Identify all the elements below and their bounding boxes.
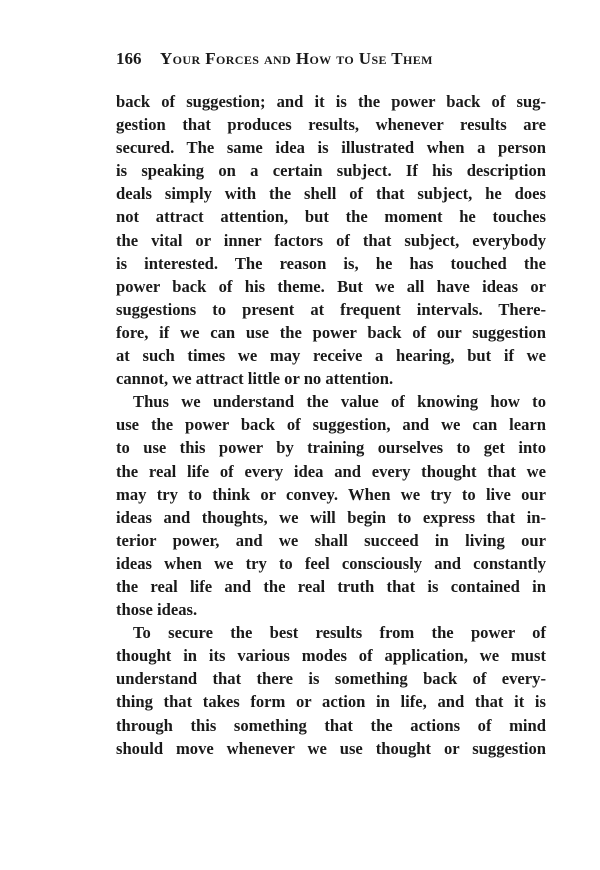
text-line: terior power, and we shall succeed in living our bbox=[116, 530, 546, 550]
text-line: the vital or inner factors of that subject, everybody bbox=[116, 230, 546, 250]
text-line: is speaking on a certain subject. If his description bbox=[116, 161, 546, 181]
page-body bbox=[116, 90, 546, 760]
paragraph bbox=[116, 390, 546, 621]
text-line: deals simply with the shell of that subject, he does bbox=[116, 184, 546, 204]
text-line: gestion that produces results, whenever results are bbox=[116, 115, 546, 135]
text-line: ideas and thoughts, we will begin to express that in- bbox=[116, 507, 546, 527]
text-line: power back of his theme. But we all have ideas or bbox=[116, 276, 546, 296]
text-line: the real life and the real truth that is contained in bbox=[116, 576, 546, 596]
text-line: understand that there is something back of every- bbox=[116, 669, 546, 689]
text-line: fore, if we can use the power back of our suggestion bbox=[116, 322, 546, 342]
text-line: not attract attention, but the moment he touches bbox=[116, 207, 546, 227]
text-line: the real life of every idea and every thought that we bbox=[116, 461, 546, 481]
text-line: Thus we understand the value of knowing how to bbox=[133, 392, 546, 412]
text-line: secured. The same idea is illustrated when a person bbox=[116, 138, 546, 158]
text-line: to use this power by training ourselves to get into bbox=[116, 438, 546, 458]
text-line: use the power back of suggestion, and we can learn bbox=[116, 415, 546, 435]
paragraph bbox=[116, 621, 546, 760]
paragraph bbox=[116, 90, 546, 390]
text-line: through this something that the actions of mind bbox=[116, 715, 546, 735]
text-line: back of suggestion; and it is the power back of sug- bbox=[116, 92, 546, 111]
text-line: is interested. The reason is, he has touched the bbox=[116, 253, 546, 273]
text-line: thing that takes form or action in life, and that it is bbox=[116, 692, 546, 712]
text-line: ideas when we try to feel consciously and constantly bbox=[116, 553, 546, 573]
running-header bbox=[116, 49, 546, 71]
running-title: Your Forces and How to Use Them bbox=[160, 49, 433, 68]
text-line: thought in its various modes of application, we must bbox=[116, 646, 546, 666]
text-line: should move whenever we use thought or suggestion bbox=[116, 738, 546, 758]
text-line: suggestions to present at frequent intervals. There- bbox=[116, 299, 546, 319]
text-line: cannot, we attract little or no attention. bbox=[116, 369, 394, 389]
text-line: To secure the best results from the power of bbox=[133, 623, 546, 643]
text-line: those ideas. bbox=[116, 600, 198, 620]
text-line: at such times we may receive a hearing, but if we bbox=[116, 346, 546, 366]
text-line: may try to think or convey. When we try to live our bbox=[116, 484, 546, 504]
page-number: 166 bbox=[116, 49, 142, 68]
